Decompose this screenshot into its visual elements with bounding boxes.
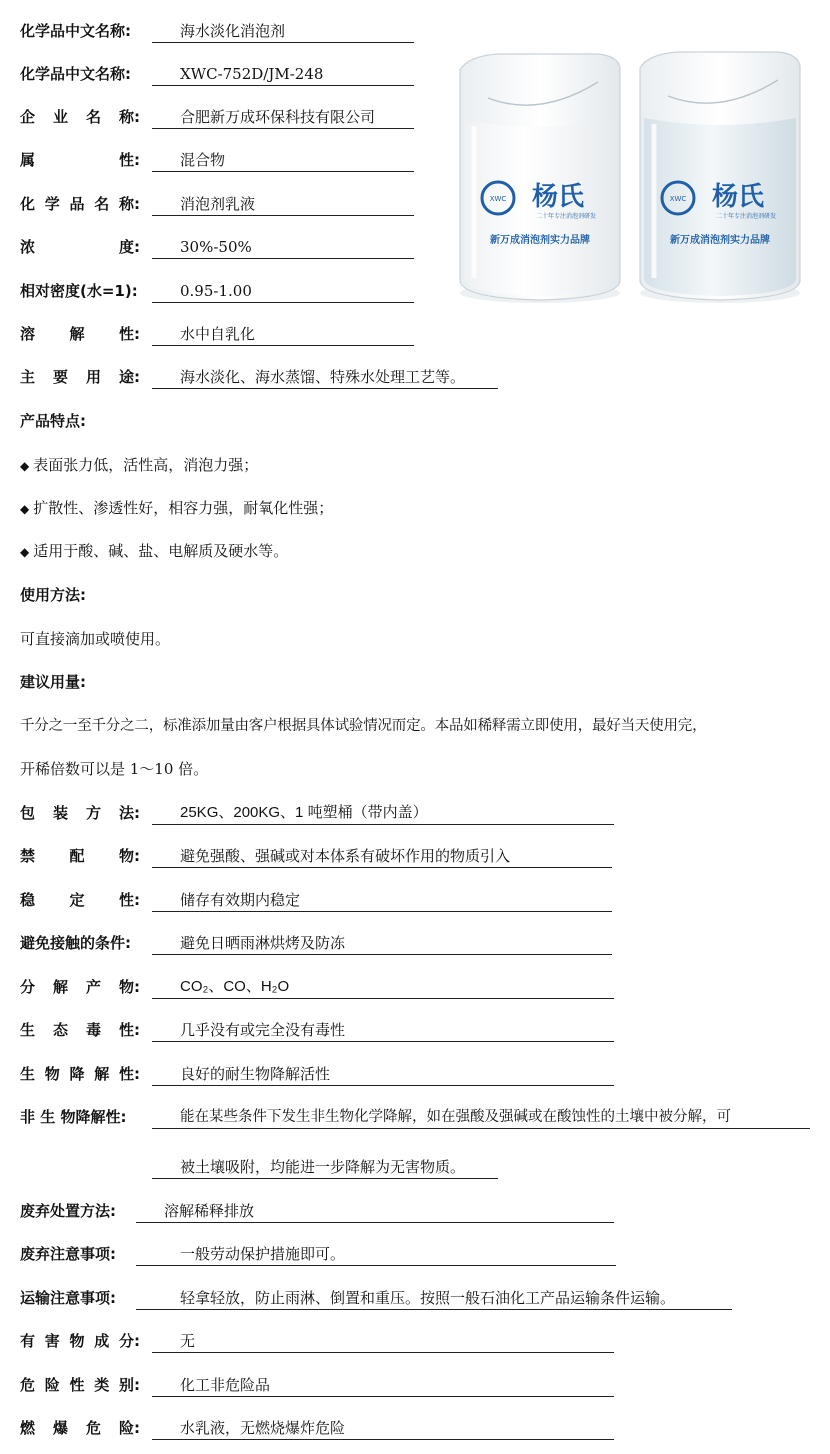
diamond-bullet-icon: ◆ [20, 459, 30, 473]
diamond-bullet-icon: ◆ [20, 502, 30, 516]
usage-heading: 使用方法: [20, 586, 86, 604]
field-label: 化学品中文名称: [20, 65, 131, 83]
field-label: 废弃处置方法: [20, 1202, 116, 1220]
field-value: 溶解稀释排放 [136, 1196, 614, 1223]
field-value: 消泡剂乳液 [152, 189, 414, 216]
field-value: 25KG、200KG、1 吨塑桶（带内盖） [152, 798, 614, 825]
field-label [20, 1413, 148, 1443]
field-label [20, 1326, 148, 1356]
field-label: 化学品中文名称: [20, 22, 131, 40]
spread-label-text: 溶 解 性: [20, 325, 140, 343]
field-label [20, 798, 148, 828]
field-value: 化工非危险品 [152, 1370, 614, 1397]
field-label: 非 生 物降解性: [20, 1108, 127, 1126]
field-value: 无 [152, 1326, 614, 1353]
svg-text:二十年专注消泡剂研发: 二十年专注消泡剂研发 [715, 213, 777, 220]
svg-text:二十年专注消泡剂研发: 二十年专注消泡剂研发 [535, 213, 597, 220]
field-label [20, 1370, 148, 1400]
field-label [20, 145, 148, 175]
spread-label-text: 企 业 名 称: [20, 108, 140, 126]
features-heading: 产品特点: [20, 412, 86, 430]
field-value: 良好的耐生物降解活性 [152, 1059, 614, 1086]
field-value: 0.95-1.00 [152, 276, 414, 303]
field-value: 水中自乳化 [152, 319, 414, 346]
spread-label-text: 分 解 产 物: [20, 978, 140, 996]
field-value-line2: 被土壤吸附，均能进一步降解为无害物质。 [152, 1152, 498, 1179]
usage-text: 可直接滴加或喷使用。 [20, 630, 171, 648]
spread-label-text: 禁 配 物: [20, 847, 140, 865]
field-label [20, 362, 148, 392]
field-label [20, 102, 148, 132]
field-label [20, 319, 148, 349]
field-value: 30%-50% [152, 232, 414, 259]
field-label [20, 841, 148, 871]
field-label [20, 1015, 148, 1045]
feature-item: ◆ 表面张力低，活性高，消泡力强； [20, 456, 259, 474]
field-value: 储存有效期内稳定 [152, 885, 612, 912]
dosage-text-line2: 开稀倍数可以是 1～10 倍。 [20, 760, 209, 778]
field-value: 海水淡化、海水蒸馏、特殊水处理工艺等。 [152, 362, 498, 389]
field-value: 海水淡化消泡剂 [152, 16, 414, 43]
field-label [20, 189, 148, 219]
diamond-bullet-icon: ◆ [20, 545, 30, 559]
spread-label-text: 危 险 性 类 别: [20, 1376, 140, 1394]
field-label: 避免接触的条件: [20, 934, 131, 952]
svg-text:新万成消泡剂实力品牌: 新万成消泡剂实力品牌 [670, 235, 770, 246]
svg-text:杨氏: 杨氏 [711, 182, 765, 212]
feature-item: ◆ 扩散性、渗透性好，相容力强，耐氧化性强； [20, 499, 334, 517]
field-label [20, 972, 148, 1002]
svg-text:XWC: XWC [669, 195, 687, 203]
field-value: 轻拿轻放，防止雨淋、倒置和重压。按照一般石油化工产品运输条件运输。 [136, 1283, 732, 1310]
spread-label-text: 生 态 毒 性: [20, 1021, 140, 1039]
dosage-heading: 建议用量: [20, 673, 86, 691]
svg-text:新万成消泡剂实力品牌: 新万成消泡剂实力品牌 [490, 235, 590, 246]
spread-label-text: 属 性: [20, 151, 140, 169]
field-label: 废弃注意事项: [20, 1245, 116, 1263]
svg-text:杨氏: 杨氏 [531, 182, 585, 212]
field-value: 几乎没有或完全没有毒性 [152, 1015, 614, 1042]
beaker-clear [640, 52, 800, 303]
field-label [20, 1059, 148, 1089]
field-value-line1: 能在某些条件下发生非生物化学降解，如在强酸及强碱或在酸蚀性的土壤中被分解，可 [152, 1102, 810, 1129]
feature-item: ◆ 适用于酸、碱、盐、电解质及硬水等。 [20, 542, 289, 560]
field-value: 合肥新万成环保科技有限公司 [152, 102, 414, 129]
svg-text:XWC: XWC [489, 195, 507, 203]
beaker-white [460, 54, 620, 303]
spread-label-text: 燃 爆 危 险: [20, 1419, 140, 1437]
dosage-text-line1: 千分之一至千分之二，标准添加量由客户根据具体试验情况而定。本品如稀释需立即使用，最好当天使用完， [20, 718, 707, 734]
spread-label-text: 稳 定 性: [20, 891, 140, 909]
field-value: 混合物 [152, 145, 414, 172]
field-label: 相对密度(水=1): [20, 282, 138, 300]
field-label [20, 885, 148, 915]
product-photo [448, 48, 818, 310]
field-value: CO₂、CO、H₂O [152, 972, 614, 999]
spread-label-text: 浓 度: [20, 238, 140, 256]
field-label: 运输注意事项: [20, 1289, 116, 1307]
field-value: 避免日晒雨淋烘烤及防冻 [152, 928, 612, 955]
field-value: 一般劳动保护措施即可。 [136, 1239, 616, 1266]
field-label [20, 232, 148, 262]
spread-label-text: 生 物 降 解 性: [20, 1065, 140, 1083]
field-value: 避免强酸、强碱或对本体系有破坏作用的物质引入 [152, 841, 612, 868]
spread-label-text: 化 学 品 名 称: [20, 195, 140, 213]
spread-label-text: 有 害 物 成 分: [20, 1332, 140, 1350]
spread-label-text: 主 要 用 途: [20, 368, 140, 386]
spread-label-text: 包 装 方 法: [20, 804, 140, 822]
field-value: 水乳液，无燃烧爆炸危险 [152, 1413, 614, 1440]
field-value: XWC-752D/JM-248 [152, 59, 414, 86]
